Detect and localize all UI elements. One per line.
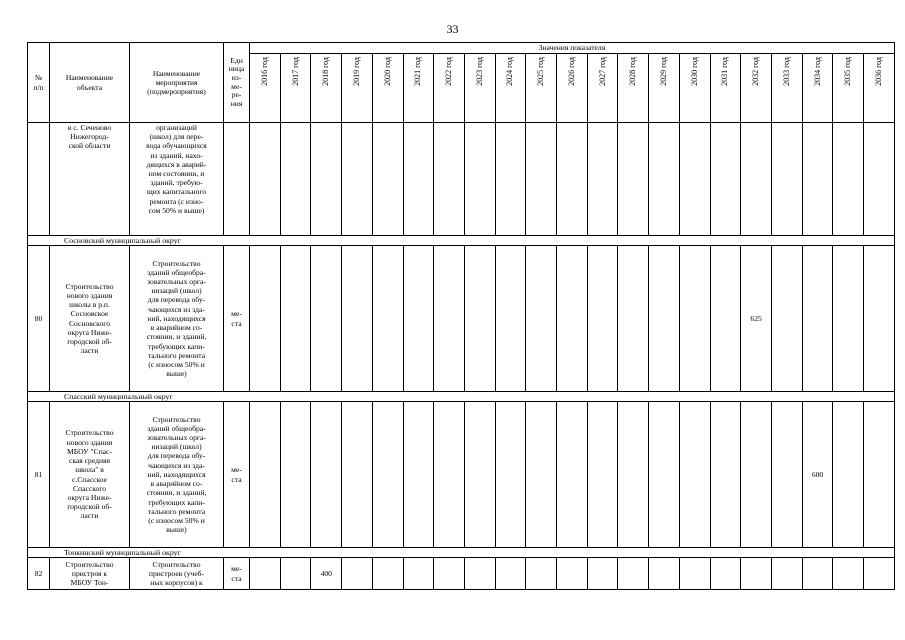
cell-value xyxy=(250,558,281,590)
cell-value xyxy=(250,123,281,236)
cell-value xyxy=(587,123,618,236)
cell-unit xyxy=(224,123,250,236)
header-year xyxy=(679,54,710,123)
cell-value xyxy=(403,246,434,392)
header-year xyxy=(495,54,526,123)
header-year xyxy=(403,54,434,123)
cell-value xyxy=(464,558,495,590)
cell-value xyxy=(649,246,680,392)
cell-value xyxy=(649,558,680,590)
table-row xyxy=(28,123,895,236)
header-year-label: 2033 год xyxy=(781,57,791,86)
table-row xyxy=(28,246,895,392)
cell-value xyxy=(587,558,618,590)
cell-value xyxy=(710,246,741,392)
cell-value: 400 xyxy=(311,558,342,590)
header-year-label: 2031 год xyxy=(720,57,730,86)
section-label: Тонкинский муниципальный округ xyxy=(28,548,895,558)
cell-value xyxy=(649,402,680,548)
cell-value xyxy=(464,246,495,392)
cell-value xyxy=(372,558,403,590)
cell-value xyxy=(864,246,895,392)
header-year-label: 2023 год xyxy=(474,57,484,86)
cell-value xyxy=(710,123,741,236)
indicator-table xyxy=(27,42,895,590)
header-num: № п/п xyxy=(28,43,50,123)
cell-value xyxy=(250,246,281,392)
header-year-label: 2027 год xyxy=(597,57,607,86)
header-year-label: 2032 год xyxy=(751,57,761,86)
header-measure: Наименование мероприятия (подмероприятия) xyxy=(130,43,224,123)
cell-value xyxy=(526,123,557,236)
cell-value xyxy=(372,123,403,236)
cell-measure: организаций (школ) для пере- вода обучающихся из зданий, нахо- дящихся в аварий- ном состоянии, и зданий, требую- щих капитального ремонта (с изно- сом 50% и выше) xyxy=(130,123,224,236)
section-label: Спасский муниципальный округ xyxy=(28,392,895,402)
cell-value xyxy=(741,123,772,236)
header-year xyxy=(649,54,680,123)
cell-value xyxy=(342,558,373,590)
header-year-label: 2022 год xyxy=(444,57,454,86)
cell-object: Строительство нового здания школы в р.п. Сосновское Сосновского округа Ниже- городской об- ласти xyxy=(50,246,130,392)
cell-value xyxy=(557,402,588,548)
cell-value xyxy=(771,402,802,548)
header-year-label: 2029 год xyxy=(658,57,668,86)
cell-value xyxy=(403,123,434,236)
cell-value xyxy=(833,402,864,548)
cell-value xyxy=(280,402,311,548)
header-year xyxy=(464,54,495,123)
cell-value xyxy=(741,558,772,590)
cell-object: Строительство нового здания МБОУ "Спас- ская средняя школа" в с.Спасское Спасского округа Ниже- городской об- ласти xyxy=(50,402,130,548)
header-year-label: 2026 год xyxy=(566,57,576,86)
header-year xyxy=(250,54,281,123)
cell-value xyxy=(495,558,526,590)
table-body xyxy=(28,123,895,590)
cell-value xyxy=(864,123,895,236)
header-year xyxy=(557,54,588,123)
cell-value xyxy=(434,123,465,236)
header-year xyxy=(833,54,864,123)
cell-value xyxy=(526,558,557,590)
header-year xyxy=(526,54,557,123)
cell-unit: ме- ста xyxy=(224,558,250,590)
cell-value xyxy=(864,558,895,590)
header-year-label: 2028 год xyxy=(628,57,638,86)
cell-value xyxy=(495,123,526,236)
cell-measure: Строительство пристроев (учеб- ных корпусов) к xyxy=(130,558,224,590)
cell-value xyxy=(526,246,557,392)
table-row xyxy=(28,558,895,590)
cell-value xyxy=(434,558,465,590)
cell-value xyxy=(771,246,802,392)
cell-value xyxy=(679,246,710,392)
cell-num xyxy=(28,123,50,236)
section-row xyxy=(28,548,895,558)
section-row xyxy=(28,392,895,402)
cell-value xyxy=(495,402,526,548)
header-year xyxy=(802,54,833,123)
cell-value xyxy=(280,123,311,236)
header-year xyxy=(741,54,772,123)
cell-value xyxy=(771,558,802,590)
cell-value xyxy=(802,246,833,392)
cell-value xyxy=(679,123,710,236)
cell-value xyxy=(587,402,618,548)
cell-value xyxy=(526,402,557,548)
cell-object: в с. Сеченово Нижегород- ской области xyxy=(50,123,130,236)
cell-value xyxy=(833,558,864,590)
header-year-label: 2021 год xyxy=(413,57,423,86)
header-year-label: 2020 год xyxy=(382,57,392,86)
header-year xyxy=(618,54,649,123)
cell-value xyxy=(311,402,342,548)
header-unit: Еди ница из- ме- ре- ния xyxy=(224,43,250,123)
header-year-label: 2024 год xyxy=(505,57,515,86)
header-object: Наименование объекта xyxy=(50,43,130,123)
header-year-label: 2025 год xyxy=(536,57,546,86)
cell-value xyxy=(372,246,403,392)
cell-value: 625 xyxy=(741,246,772,392)
header-year-label: 2018 год xyxy=(321,57,331,86)
header-year xyxy=(372,54,403,123)
cell-value xyxy=(649,123,680,236)
cell-num: 81 xyxy=(28,402,50,548)
header-year-label: 2017 год xyxy=(290,57,300,86)
cell-num: 82 xyxy=(28,558,50,590)
header-values-group: Значения показателя xyxy=(250,43,895,54)
cell-measure: Строительство зданий общеобра- зовательных орга- низаций (школ) для перевода обу- чающихся из зда- ний, находящихся в аварийном со- стоянии, и зданий, требующих капи- тального ремонта (с износом 50% и выше) xyxy=(130,402,224,548)
cell-value xyxy=(403,402,434,548)
cell-value xyxy=(618,123,649,236)
cell-value xyxy=(710,402,741,548)
header-year xyxy=(434,54,465,123)
cell-value xyxy=(311,123,342,236)
cell-value xyxy=(280,246,311,392)
cell-value xyxy=(495,246,526,392)
cell-value xyxy=(679,558,710,590)
cell-value xyxy=(833,123,864,236)
cell-value xyxy=(311,246,342,392)
cell-value xyxy=(342,123,373,236)
header-year xyxy=(771,54,802,123)
header-year xyxy=(587,54,618,123)
cell-value xyxy=(372,402,403,548)
cell-value xyxy=(403,558,434,590)
cell-value xyxy=(802,123,833,236)
cell-value xyxy=(771,123,802,236)
header-year-label: 2030 год xyxy=(689,57,699,86)
cell-value xyxy=(434,246,465,392)
cell-value xyxy=(557,558,588,590)
cell-value xyxy=(833,246,864,392)
header-year-label: 2034 год xyxy=(812,57,822,86)
cell-value xyxy=(618,402,649,548)
header-year xyxy=(311,54,342,123)
section-row xyxy=(28,236,895,246)
header-year-label: 2035 год xyxy=(843,57,853,86)
section-label: Сосновский муниципальный округ xyxy=(28,236,895,246)
cell-value xyxy=(464,402,495,548)
cell-value xyxy=(342,402,373,548)
cell-value xyxy=(587,246,618,392)
cell-value xyxy=(280,558,311,590)
cell-value: 600 xyxy=(802,402,833,548)
cell-unit: ме- ста xyxy=(224,246,250,392)
cell-value xyxy=(679,402,710,548)
cell-value xyxy=(434,402,465,548)
cell-num: 80 xyxy=(28,246,50,392)
cell-value xyxy=(710,558,741,590)
cell-value xyxy=(618,558,649,590)
cell-value xyxy=(741,402,772,548)
cell-value xyxy=(557,246,588,392)
cell-unit: ме- ста xyxy=(224,402,250,548)
header-year-label: 2016 год xyxy=(259,57,269,86)
cell-value xyxy=(864,402,895,548)
header-year-label: 2036 год xyxy=(873,57,883,86)
cell-value xyxy=(250,402,281,548)
cell-measure: Строительство зданий общеобра- зовательных орга- низаций (школ) для перевода обу- чающихся из зда- ний, находящихся в аварийном со- стоянии, и зданий, требующих капи- тального ремонта (с износом 50% и выше) xyxy=(130,246,224,392)
cell-value xyxy=(464,123,495,236)
cell-value xyxy=(618,246,649,392)
header-year xyxy=(280,54,311,123)
header-year xyxy=(710,54,741,123)
table-row xyxy=(28,402,895,548)
header-year-label: 2019 год xyxy=(351,57,361,86)
header-year xyxy=(342,54,373,123)
page-number: 33 xyxy=(446,22,459,36)
cell-object: Строительство пристроя к МБОУ Тон- xyxy=(50,558,130,590)
header-year xyxy=(864,54,895,123)
cell-value xyxy=(802,558,833,590)
cell-value xyxy=(557,123,588,236)
cell-value xyxy=(342,246,373,392)
header-row-1 xyxy=(28,43,895,54)
